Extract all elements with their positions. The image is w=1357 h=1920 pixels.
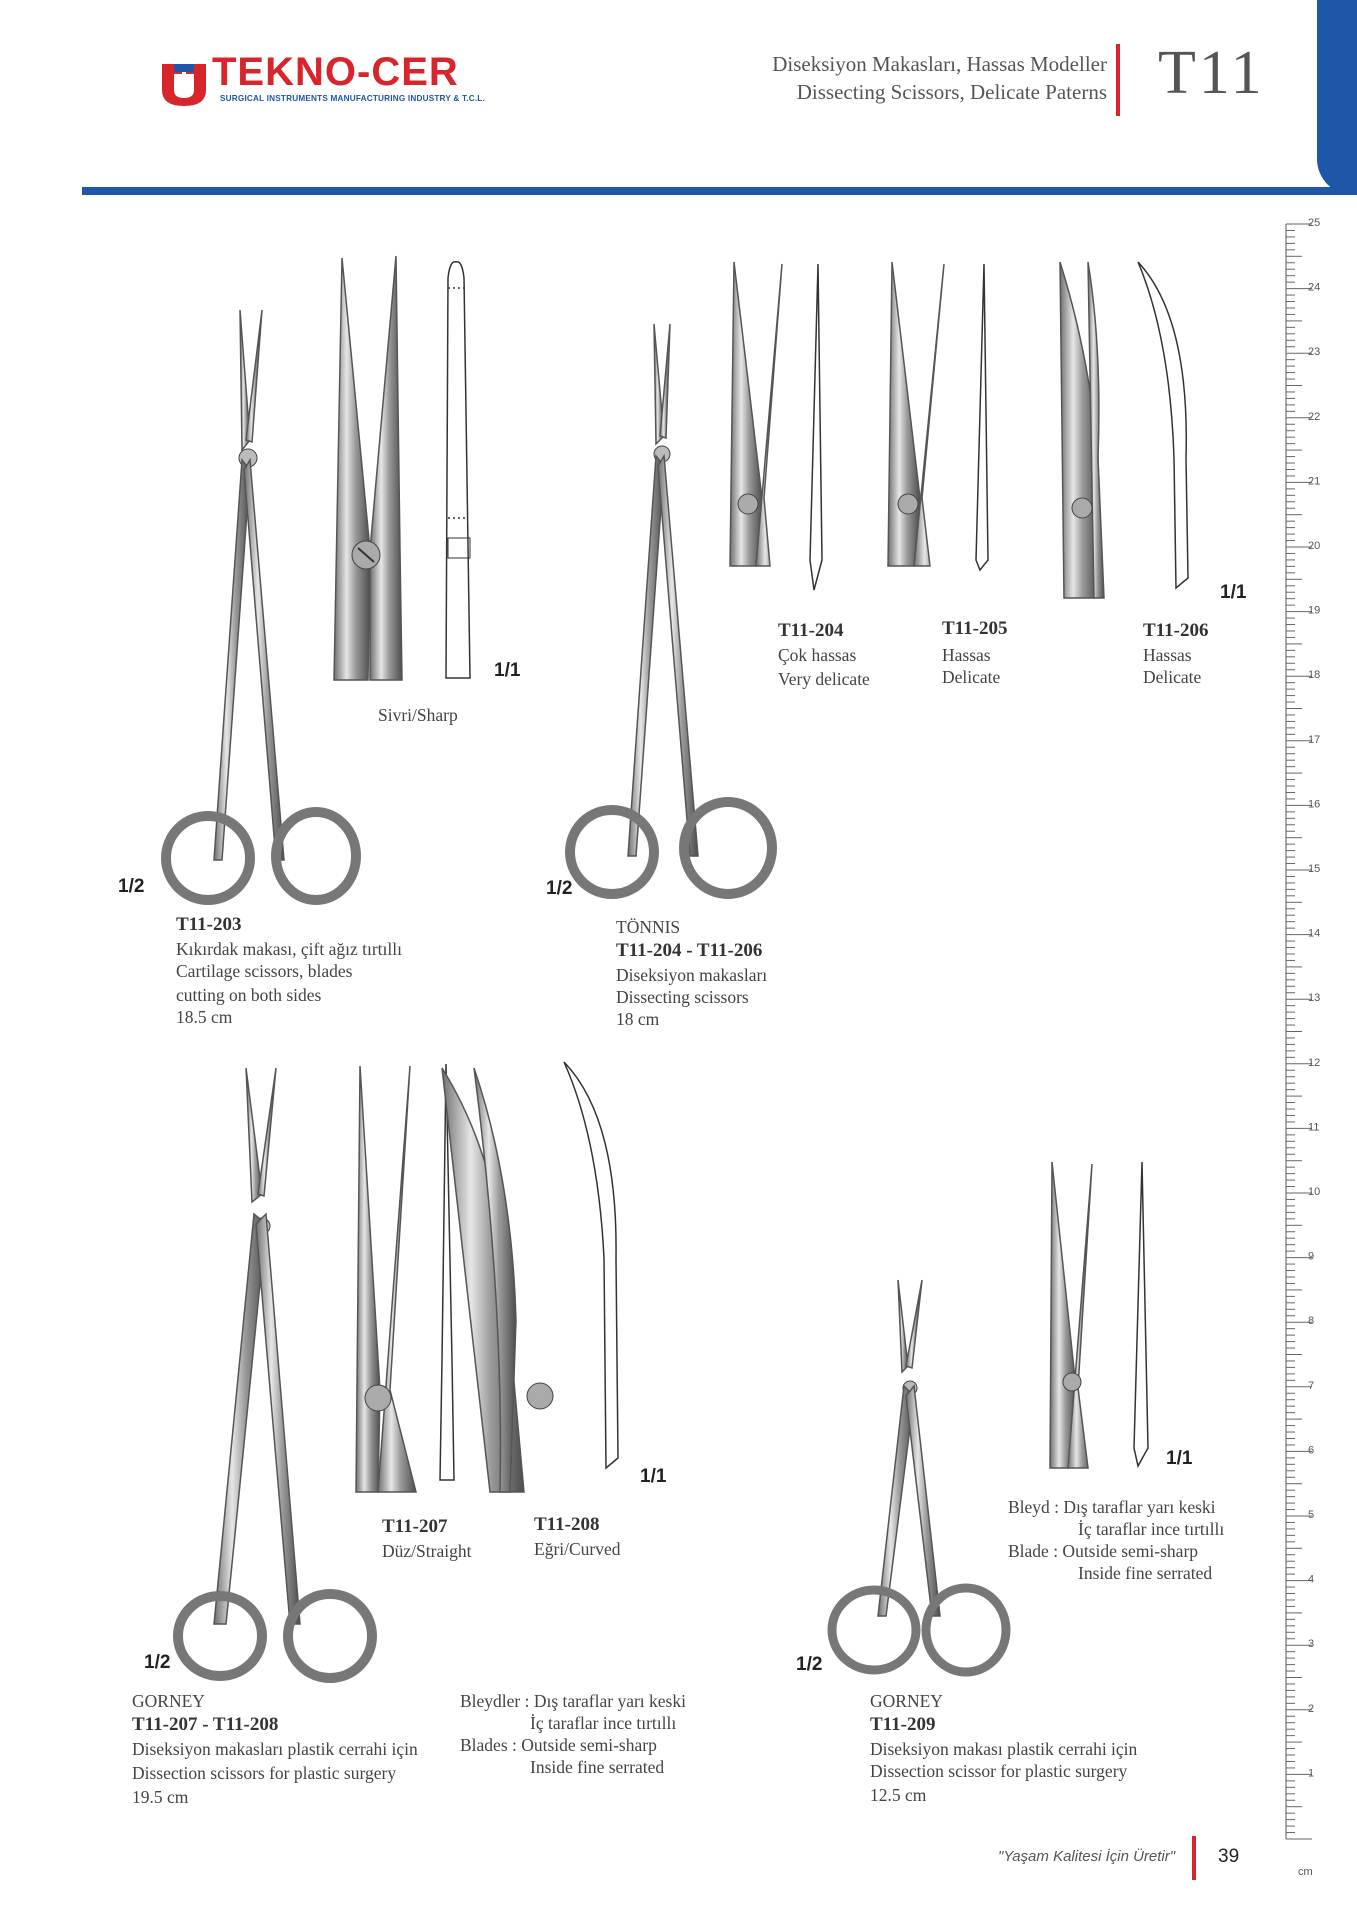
scissors-gorney-image	[150, 1064, 380, 1684]
variant-code: T11-205	[942, 618, 1008, 639]
scale-label: 1/2	[118, 876, 145, 897]
ruler-label: 20	[1308, 540, 1321, 552]
section-code: T11	[1158, 39, 1265, 107]
blade-detail-t11-203	[330, 250, 410, 685]
header-rule	[82, 187, 1357, 195]
ruler-label: 16	[1308, 798, 1321, 811]
logo-emblem-icon	[160, 60, 208, 106]
blade-details-t11-207-208	[356, 1060, 576, 1496]
scale-label: 1/2	[546, 878, 573, 899]
footer-separator	[1192, 1836, 1196, 1880]
product-code: T11-203	[176, 914, 242, 935]
ruler-ticks	[1284, 216, 1324, 1878]
header-separator	[1116, 44, 1120, 116]
ruler-label: 22	[1308, 410, 1321, 423]
page-number: 39	[1218, 1846, 1240, 1867]
variant-label: Eğri/Curved	[534, 1539, 621, 1559]
ruler-label: 4	[1308, 1573, 1315, 1586]
ruler-label: 17	[1308, 733, 1321, 746]
measurement-ruler	[1284, 216, 1324, 1878]
ruler-label: 24	[1308, 281, 1321, 294]
ruler-label: 23	[1308, 346, 1321, 359]
product-size: 19.5 cm	[132, 1787, 189, 1807]
ruler-label: 12	[1308, 1056, 1321, 1069]
blade-note-tr: Bleyd : Dış taraflar yarı keski	[1008, 1497, 1216, 1517]
profile-detail-t11-208	[558, 1058, 638, 1488]
variant-desc-en: Delicate	[1143, 667, 1202, 687]
variant-desc-en: Very delicate	[778, 669, 870, 689]
ruler-label: 2	[1308, 1702, 1315, 1715]
page-title-en: Dissecting Scissors, Delicate Paterns	[796, 80, 1107, 104]
ruler-label: 13	[1308, 992, 1321, 1005]
blades-note-en: Inside fine serrated	[530, 1757, 665, 1777]
profile-detail-t11-206	[1130, 258, 1210, 598]
product-desc-tr: Kıkırdak makası, çift ağız tırtıllı	[176, 939, 402, 959]
ruler-label: 9	[1308, 1250, 1315, 1263]
ruler-label: 6	[1308, 1444, 1315, 1457]
logo-text: TEKNO-CER	[212, 50, 459, 94]
profile-detail-t11-203	[438, 258, 498, 688]
product-size: 12.5 cm	[870, 1785, 927, 1805]
blade-detail-t11-205	[884, 258, 954, 568]
product-size: 18 cm	[616, 1009, 660, 1029]
blade-note-en: Inside fine serrated	[1078, 1563, 1213, 1583]
ruler-label: 8	[1308, 1315, 1315, 1328]
ruler-label: 11	[1308, 1121, 1320, 1134]
variant-desc-en: Delicate	[942, 667, 1001, 687]
variant-desc-tr: Çok hassas	[778, 645, 857, 665]
ruler-label: 5	[1308, 1509, 1315, 1521]
scale-label: 1/1	[640, 1466, 667, 1487]
product-size: 18.5 cm	[176, 1007, 233, 1027]
product-desc-tr: Diseksiyon makasları	[616, 965, 768, 985]
blades-note-tr: Bleydler : Dış taraflar yarı keski	[460, 1691, 686, 1711]
variant-desc-tr: Hassas	[1143, 645, 1192, 665]
product-desc-en: cutting on both sides	[176, 985, 322, 1005]
variant-code: T11-204	[778, 620, 844, 641]
scale-label: 1/2	[144, 1652, 171, 1673]
blade-note-en: Blade : Outside semi-sharp	[1008, 1541, 1199, 1561]
ruler-label: 14	[1308, 927, 1321, 940]
blade-detail-t11-204	[726, 258, 796, 568]
header-corner-decoration	[1317, 0, 1357, 195]
ruler-label: 25	[1308, 217, 1321, 229]
logo-subtitle: SURGICAL INSTRUMENTS MANUFACTURING INDUSTRY & T.C.L.	[220, 94, 485, 103]
variant-code: T11-208	[534, 1514, 600, 1535]
product-brand: TÖNNIS	[616, 917, 681, 937]
product-desc-en: Dissection scissors for plastic surgery	[132, 1763, 397, 1783]
product-desc-en: Dissecting scissors	[616, 987, 749, 1007]
blades-note-en: Blades : Outside semi-sharp	[460, 1735, 657, 1755]
ruler-label: 19	[1308, 604, 1321, 617]
ruler-label: 10	[1308, 1186, 1321, 1198]
variant-label: Düz/Straight	[382, 1541, 472, 1561]
profile-detail-t11-204	[800, 260, 840, 600]
product-code: T11-207 - T11-208	[132, 1714, 279, 1735]
blade-note-tr: İç taraflar ince tırtıllı	[1078, 1519, 1225, 1539]
variant-code: T11-206	[1143, 620, 1209, 641]
variant-code: T11-207	[382, 1516, 448, 1537]
ruler-label: 15	[1308, 863, 1321, 875]
blades-note-tr: İç taraflar ince tırtıllı	[530, 1713, 677, 1733]
ruler-label: 7	[1308, 1379, 1315, 1392]
product-brand: GORNEY	[132, 1691, 205, 1711]
ruler-label: 18	[1308, 669, 1321, 682]
product-code: T11-204 - T11-206	[616, 940, 763, 961]
product-desc-en: Cartilage scissors, blades	[176, 961, 353, 981]
product-code: T11-209	[870, 1714, 936, 1735]
product-brand: GORNEY	[870, 1691, 943, 1711]
blade-detail-t11-206	[1054, 258, 1124, 608]
ruler-label: 1	[1308, 1767, 1315, 1780]
ruler-unit: cm	[1298, 1866, 1313, 1878]
scissors-t11-209-image	[820, 1276, 1020, 1682]
scale-label: 1/2	[796, 1654, 823, 1675]
product-desc-tr: Diseksiyon makasları plastik cerrahi için	[132, 1739, 418, 1759]
product-desc-tr: Diseksiyon makası plastik cerrahi için	[870, 1739, 1138, 1759]
page-title-tr: Diseksiyon Makasları, Hassas Modeller	[772, 52, 1107, 76]
profile-detail-t11-205	[966, 260, 1006, 580]
company-logo	[160, 50, 490, 110]
scale-label: 1/1	[494, 660, 521, 681]
ruler-label: 3	[1308, 1638, 1315, 1651]
scale-label: 1/1	[1220, 582, 1247, 603]
scale-label: 1/1	[1166, 1448, 1193, 1469]
ruler-label: 21	[1308, 475, 1321, 488]
variant-desc-tr: Hassas	[942, 645, 991, 665]
profile-detail-t11-209	[1124, 1158, 1164, 1470]
detail-label-sharp: Sivri/Sharp	[378, 705, 458, 725]
product-desc-en: Dissection scissor for plastic surgery	[870, 1761, 1128, 1781]
footer-slogan: "Yaşam Kalitesi İçin Üretir"	[998, 1848, 1176, 1865]
